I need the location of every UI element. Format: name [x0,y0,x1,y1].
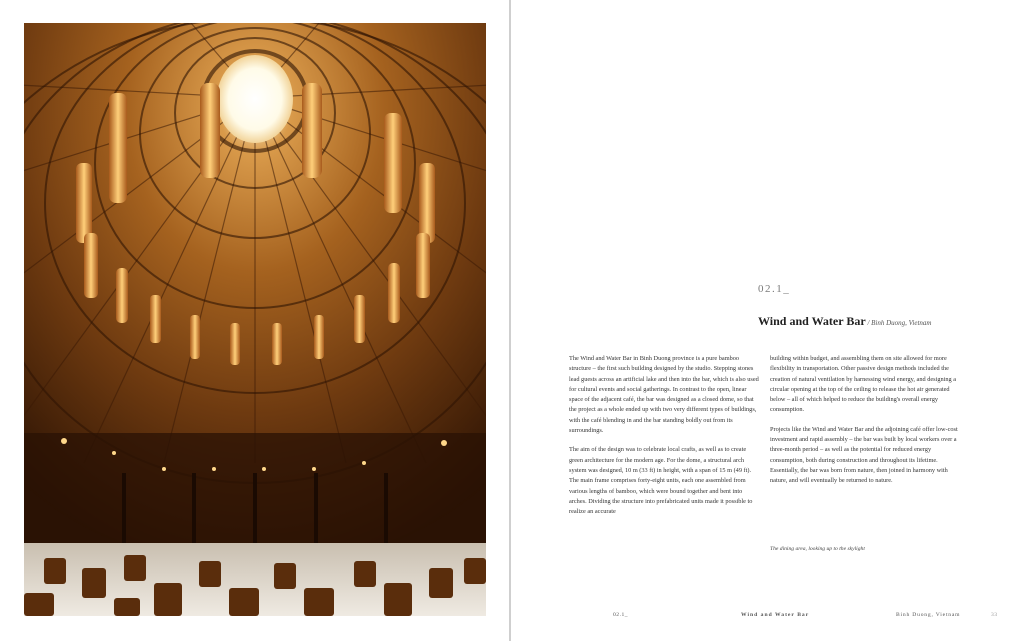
text-column-2 [770,354,960,496]
heading [758,312,931,330]
footer-location: Binh Duong, Vietnam [896,612,961,618]
footer-title: Wind and Water Bar [741,612,810,618]
paragraph: Projects like the Wind and Water Bar and the adjoining café offer low-cost investment and rapid assembly – the bar was built by local workers over a three-month period – as well as the potential for reduced energy consumption, both during construction and throughout its lifetime. Essentially, the bar was born from nature, then joined in harmony with nature, and will eventually be returned to nature. [770,425,958,485]
bamboo-dome-photo [24,23,486,616]
location-subtitle: / Binh Duong, Vietnam [865,319,932,327]
footer-section: 02.1_ [613,612,629,618]
paragraph: The Wind and Water Bar in Binh Duong province is a pure bamboo structure – the first such building designed by the studio. Stepping stones lead guests across an artificial lake and then into the bar, which is also used for cultural events and social gatherings. In contrast to the open, linear space of the adjacent café, the bar was designed as a closed dome, so that the project as a whole ended up with two very different types of buildings, with the café blending in and the bar standing boldly out from its surroundings. [569,355,759,435]
page-number: 33 [991,612,998,618]
photo-caption: The dining area, looking up to the skylight [770,546,865,552]
skylight [217,55,293,143]
section-number: 02.1_ [758,283,791,295]
left-page [0,0,509,641]
right-page [511,0,1020,641]
paragraph: building within budget, and assembling them on site allowed for more flexibility in transportation. Other passive design methods included the creation of natural ventilation by harnessing wind energy, and designing a circular opening at the top of the ceiling to release the hot air generated below – all of which helped to reduce the building's overall energy consumption. [770,355,957,414]
text-column-1 [569,354,759,526]
page-title: Wind and Water Bar [758,314,866,328]
paragraph: The aim of the design was to celebrate local crafts, as well as to create green architecture for the modern age. For the dome, a structural arch system was designed, 10 m (33 ft) in height, with a span of 15 m (49 ft). The main frame comprises forty-eight units, each one assembled from various lengths of bamboo, which were bound together and bent into arches. Dividing the structure into prefabricated units made it possible to realize an accurate [569,446,753,516]
